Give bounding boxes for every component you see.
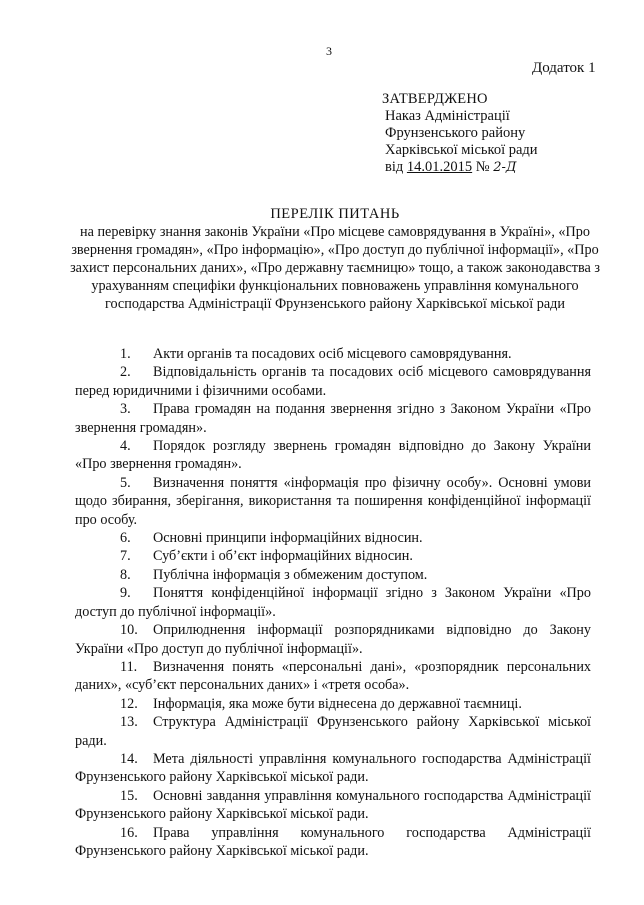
question-number: 15. [120,787,138,804]
question-text: Основні принципи інформаційних відносин. [153,530,423,547]
question-number: 6. [120,530,131,547]
question-number: 7. [120,548,131,565]
question-text: Визначення понять «персональні дані», «розпорядник персональних даних», «суб’єкт персональних даних» і «третя особа». [75,658,591,694]
question-item [75,345,591,363]
question-number: 10. [120,622,138,639]
question-text: Порядок розгляду звернень громадян відповідно до Закону України «Про звернення громадян». [75,438,591,473]
approval-district-line: Фрунзенського району [385,125,526,141]
approval-order-line: Наказ Адміністрації [385,108,510,124]
question-number: 12. [120,695,138,712]
question-text: Суб’єкти і об’єкт інформаційних відносин. [153,548,413,565]
question-item [75,621,591,658]
question-text: Визначення поняття «інформація про фізичну особу». Основні умови щодо збирання, зберігання, використання та поширення конфіденційної інформації про особу. [75,474,591,528]
question-number: 1. [120,346,131,362]
question-number: 5. [120,474,131,491]
approval-stamp-block [382,91,538,176]
number-prefix: № [472,159,494,175]
question-item [75,547,591,565]
question-item [75,400,591,437]
page-number: 3 [326,44,332,58]
question-text: Права управління комунального господарства Адміністрації Фрунзенського району Харківської міської ради. [75,824,591,859]
appendix-label: Додаток 1 [532,60,596,76]
question-text: Поняття конфіденційної інформації згідно з Законом України «Про доступ до публічної інформації». [75,585,591,620]
question-number: 3. [120,401,131,418]
date-prefix: від [385,159,407,175]
question-text: Мета діяльності управління комунального господарства Адміністрації Фрунзенського району Харківської міської ради. [75,750,591,786]
question-number: 14. [120,750,138,767]
question-item [75,713,591,750]
approval-council-line: Харківської міської ради [385,142,538,158]
questions-list [75,345,591,860]
approval-date-line [385,159,538,176]
question-text: Акти органів та посадових осіб місцевого самоврядування. [153,346,512,362]
question-number: 4. [120,438,131,455]
approved-heading: ЗАТВЕРДЖЕНО [382,91,488,107]
document-title: ПЕРЕЛІК ПИТАНЬ [270,206,400,222]
question-number: 8. [120,566,131,583]
question-text: Основні завдання управління комунального господарства Адміністрації Фрунзенського району Харківської міської ради. [75,787,591,823]
question-item [75,529,591,547]
question-text: Оприлюднення інформації розпорядниками відповідно до Закону України «Про доступ до публічної інформації». [75,622,591,657]
question-number: 11. [120,658,138,675]
question-item [75,584,591,621]
order-date: 14.01.2015 [406,159,473,175]
question-text: Відповідальність органів та посадових осіб місцевого самоврядування перед юридичними і фізичними особами. [75,364,591,399]
question-text: Публічна інформація з обмеженим доступом. [153,566,428,583]
question-item [75,750,591,787]
question-item [75,787,591,824]
question-text: Структура Адміністрації Фрунзенського району Харківської міської ради. [75,714,591,749]
question-item [75,363,591,400]
question-text: Права громадян на подання звернення згідно з Законом України «Про звернення громадян». [75,401,591,436]
question-item [75,695,591,713]
question-item [75,437,591,474]
question-text: Інформація, яка може бути віднесена до державної таємниці. [153,695,522,712]
question-item [75,566,591,584]
question-number: 9. [120,585,131,602]
question-number: 13. [120,714,138,731]
order-number: 2-Д [493,160,517,175]
question-number: 2. [120,364,131,381]
document-subtitle: на перевірку знання законів України «Про місцеве самоврядування в Україні», «Про звернення громадян», «Про інформацію», «Про доступ до публічної інформації», «Про захист персональних даних», «Про державну таємницю» тощо, а також законодавства з урахуванням специфіки функціональних повноважень управління комунального господарства Адміністрації Фрунзенського району Харківської міської ради [70,224,600,312]
question-item [75,474,591,529]
title-block [70,205,600,313]
question-item [75,824,591,861]
question-item [75,658,591,695]
question-number: 16. [120,824,138,841]
